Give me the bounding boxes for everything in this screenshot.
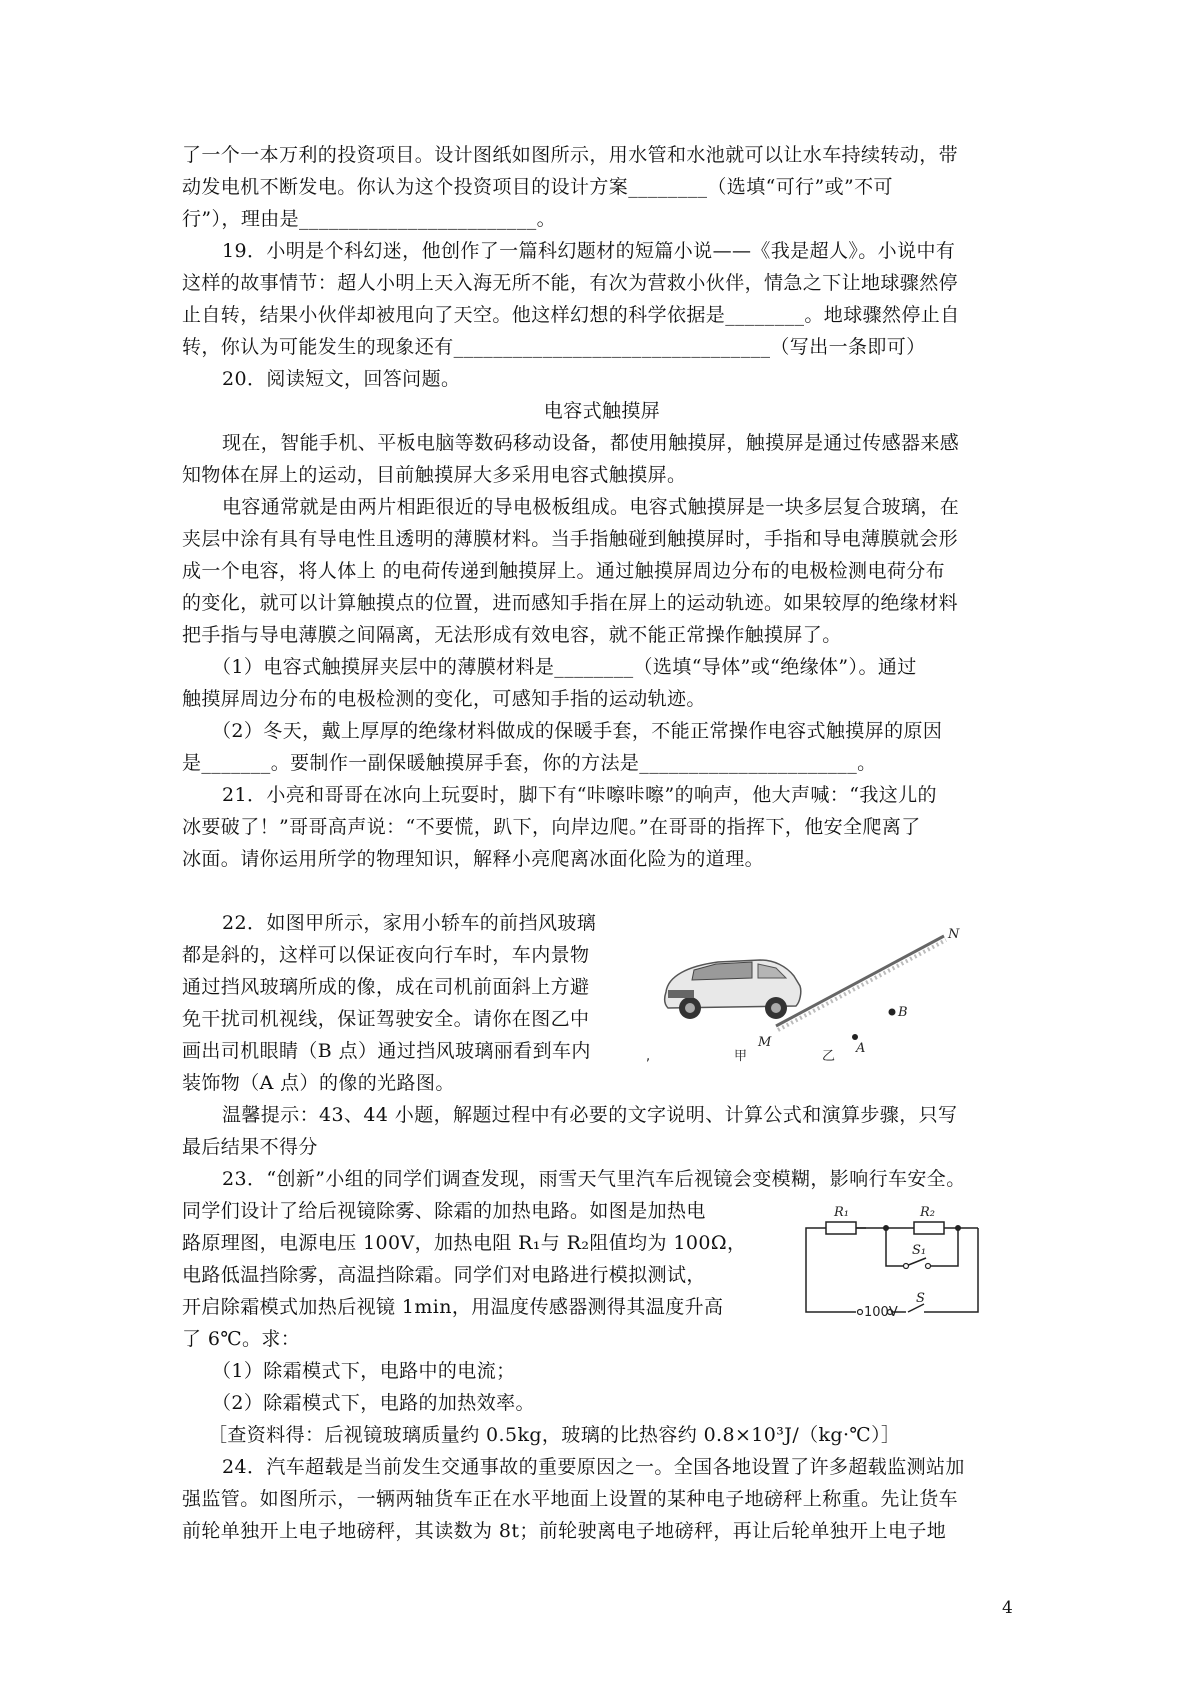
question-22: 22．如图甲所示，家用小轿车的前挡风玻璃 [222, 912, 597, 934]
text-line: 冰要破了！”哥哥高声说：“不要慌，趴下，向岸边爬。”在哥哥的指挥下，他安全爬离了 [182, 816, 921, 838]
text-line: 的变化，就可以计算触摸点的位置，进而感知手指在屏上的运动轨迹。如果较厚的绝缘材料 [182, 592, 959, 614]
label-s1: S₁ [912, 1243, 927, 1258]
text-line: 电容通常就是由两片相距很近的导电极板组成。电容式触摸屏是一块多层复合玻璃，在 [222, 496, 960, 518]
text-line: 画出司机眼睛（B 点）通过挡风玻璃丽看到车内 [182, 1040, 591, 1062]
article-title: 电容式触摸屏 [543, 400, 661, 422]
text-line: 动发电机不断发电。你认为这个投资项目的设计方案________（选填“可行”或”不可 [182, 176, 893, 198]
question-21: 21．小亮和哥哥在冰向上玩耍时，脚下有“咔嚓咔嚓”的响声，他大声喊：“我这儿的 [222, 784, 937, 806]
label-n: N [948, 927, 960, 942]
text-line: 夹层中涂有具有导电性且透明的薄膜材料。当手指触碰到触摸屏时，手指和导电薄膜就会形 [182, 528, 959, 550]
text-line: 了 6℃。求： [182, 1328, 301, 1350]
text-line: 触摸屏周边分布的电极检测的变化，可感知手指的运动轨迹。 [182, 688, 706, 710]
text-line: 知物体在屏上的运动，目前触摸屏大多采用电容式触摸屏。 [182, 464, 687, 486]
text-line: 开启除霜模式加热后视镜 1min，用温度传感器测得其温度升高 [182, 1296, 724, 1318]
figure-mirror [648, 920, 988, 1070]
text-line: 行”），理由是________________________。 [182, 208, 557, 230]
reference-data: ［查资料得：后视镜玻璃质量约 0.5kg，玻璃的比热容约 0.8×10³J/（kg·℃）］ [208, 1424, 901, 1446]
label-b: B [898, 1005, 908, 1020]
label-voltage: 100V [864, 1305, 898, 1320]
text-line: 冰面。请你运用所学的物理知识，解释小亮爬离冰面化险为的道理。 [182, 848, 765, 870]
text-line: 路原理图，电源电压 100V，加热电阻 R₁与 R₂阻值均为 100Ω， [182, 1232, 747, 1254]
text-line: 都是斜的，这样可以保证夜向行车时，车内景物 [182, 944, 590, 966]
text-line: 通过挡风玻璃所成的像，成在司机前面斜上方避 [182, 976, 590, 998]
point-b [889, 1009, 896, 1016]
label-a: A [856, 1041, 866, 1056]
text-line: 免干扰司机视线，保证驾驶安全。请你在图乙中 [182, 1008, 590, 1030]
question-20: 20．阅读短文，回答问题。 [222, 368, 461, 390]
text-line: 了一个一本万利的投资项目。设计图纸如图所示，用水管和水池就可以让水车持续转动，带 [182, 144, 959, 166]
text-line: 最后结果不得分 [182, 1136, 318, 1158]
text-line: 是_______。要制作一副保暖触摸屏手套，你的方法是______________________。 [182, 752, 877, 774]
text-line: 强监管。如图所示，一辆两轴货车正在水平地面上设置的某种电子地磅秤上称重。先让货车 [182, 1488, 959, 1510]
subquestion-2: （2）除霜模式下，电路的加热效率。 [212, 1392, 535, 1414]
tip-text: 温馨提示：43、44 小题，解题过程中有必要的文字说明、计算公式和演算步骤，只写 [222, 1104, 958, 1126]
question-23: 23．“创新”小组的同学们调查发现，雨雪天气里汽车后视镜会变模糊，影响行车安全。 [222, 1168, 966, 1190]
text-line: 现在，智能手机、平板电脑等数码移动设备，都使用触摸屏，触摸屏是通过传感器来感 [222, 432, 960, 454]
car-image [665, 960, 801, 1019]
label-r1: R₁ [834, 1205, 849, 1220]
figure-circuit [800, 1204, 1000, 1324]
label-r2: R₂ [920, 1205, 935, 1220]
figure-label-yi: 乙 [822, 1049, 836, 1064]
text-line: 前轮单独开上电子地磅秤，其读数为 8t；前轮驶离电子地磅秤，再让后轮单独开上电子地 [182, 1520, 947, 1542]
page-number: 4 [1002, 1598, 1013, 1618]
question-19: 19．小明是个科幻迷，他创作了一篇科幻题材的短篇小说——《我是超人》。小说中有 [222, 240, 956, 262]
subquestion-2: （2）冬天，戴上厚厚的绝缘材料做成的保暖手套，不能正常操作电容式触摸屏的原因 [212, 720, 943, 742]
point-a [852, 1034, 858, 1040]
subquestion-1: （1）电容式触摸屏夹层中的薄膜材料是________（选填“导体”或“绝缘体”）。通过 [212, 656, 917, 678]
text-line: 同学们设计了给后视镜除雾、除霜的加热电路。如图是加热电 [182, 1200, 706, 1222]
svg-text:,: , [646, 1049, 651, 1064]
text-line: 成一个电容，将人体上 的电荷传递到触摸屏上。通过触摸屏周边分布的电极检测电荷分布 [182, 560, 946, 582]
text-line: 装饰物（A 点）的像的光路图。 [182, 1072, 455, 1094]
label-m: M [758, 1035, 772, 1050]
text-line: 这样的故事情节：超人小明上天入海无所不能，有次为营救小伙伴，情急之下让地球骤然停 [182, 272, 959, 294]
label-s: S [916, 1291, 925, 1306]
text-line: 电路低温挡除雾，高温挡除霜。同学们对电路进行模拟测试， [182, 1264, 706, 1286]
figure-label-jia: 甲 [734, 1049, 748, 1064]
subquestion-1: （1）除霜模式下，电路中的电流； [212, 1360, 516, 1382]
text-line: 止自转，结果小伙伴却被甩向了天空。他这样幻想的科学依据是________。地球骤然停止自 [182, 304, 960, 326]
text-line: 把手指与导电薄膜之间隔离，无法形成有效电容，就不能正常操作触摸屏了。 [182, 624, 842, 646]
question-24: 24．汽车超载是当前发生交通事故的重要原因之一。全国各地设置了许多超载监测站加 [222, 1456, 965, 1478]
text-line: 转，你认为可能发生的现象还有________________________________（写出一条即可） [182, 336, 926, 358]
mirror-line [776, 936, 946, 1030]
